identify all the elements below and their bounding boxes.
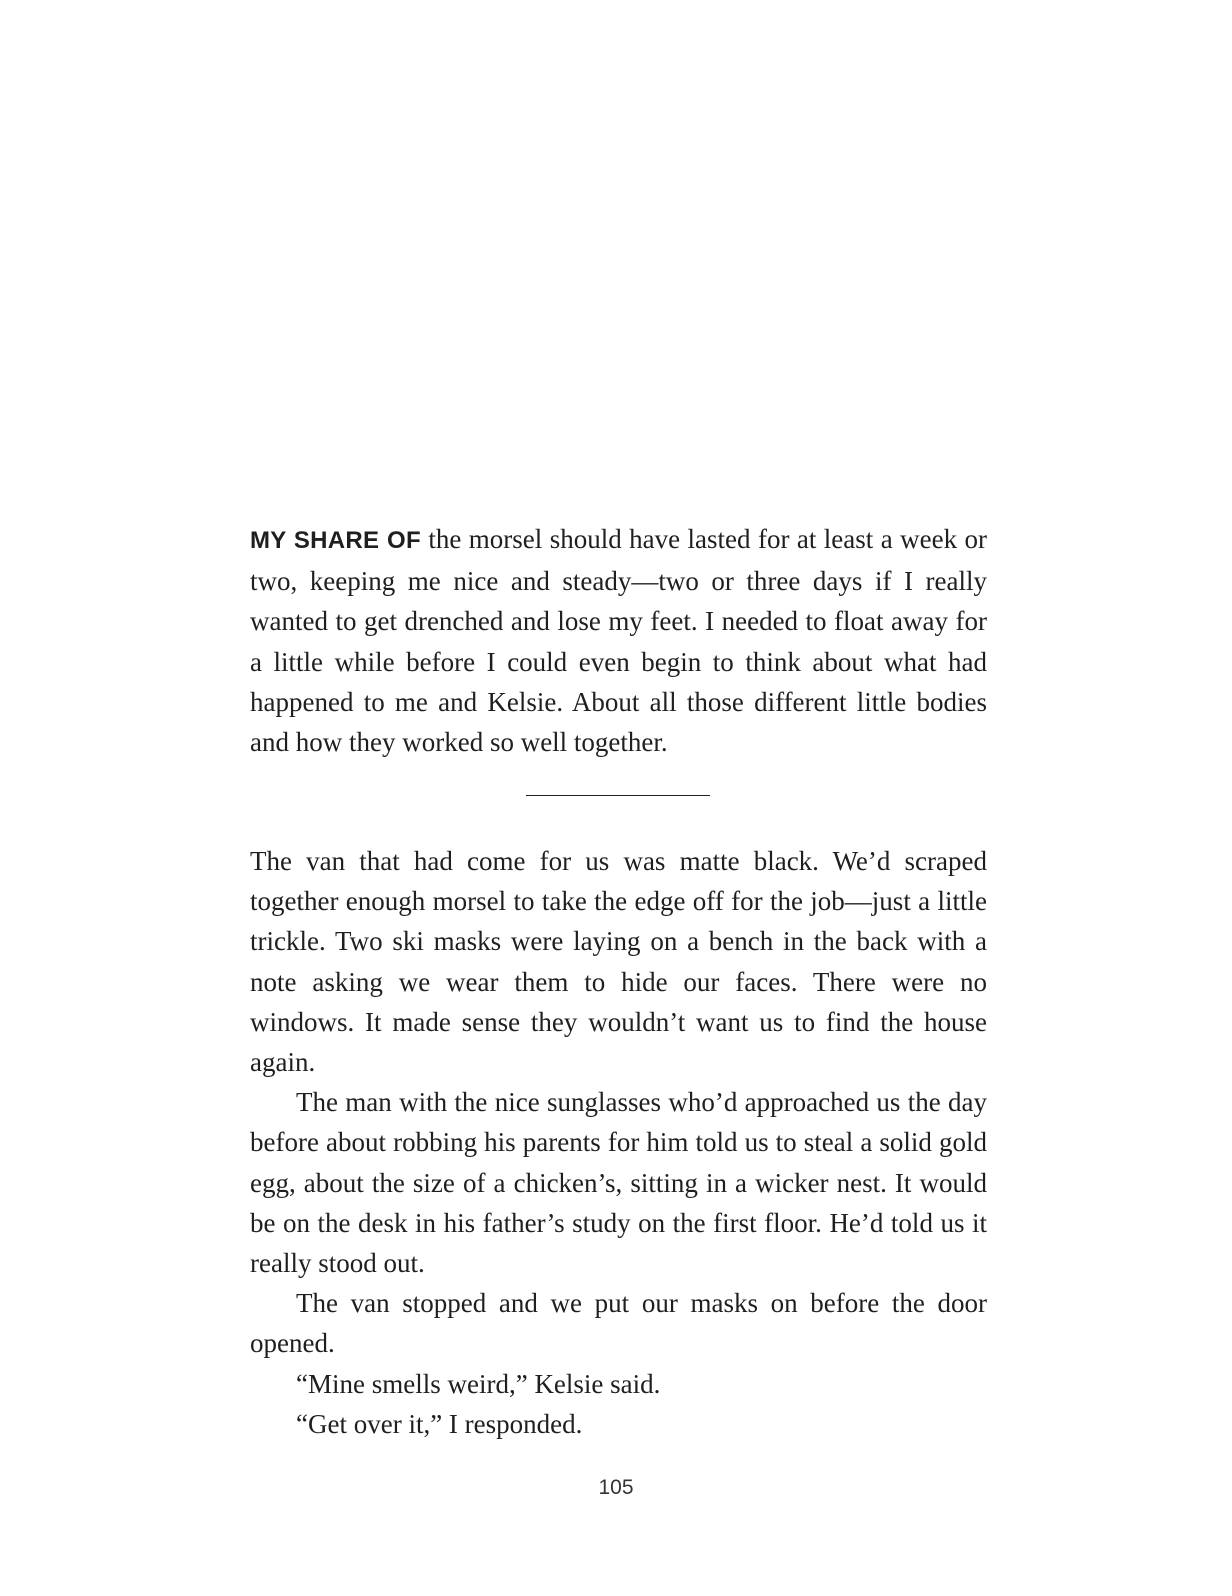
lead-in-small-caps: MY SHARE OF	[250, 527, 421, 554]
paragraph: The van stopped and we put our masks on before the door opened.	[250, 1288, 987, 1359]
paragraph-text: the morsel should have lasted for at least a week or two, keeping me nice and steady—two or three days if I really wanted to get drenched and lose my feet. I needed to float away for a little while before I could even begin to think about what had happened to me and Kelsie. About all those different little bodies and how they worked so well together.	[250, 524, 988, 758]
paragraph: The man with the nice sunglasses who’d approached us the day before about robbing his parents for him told us to steal a solid gold egg, about the size of a chicken’s, sitting in a wicker nest. It would be on the desk in his father’s study on the first floor. He’d told us it really stood out.	[250, 1087, 987, 1279]
scene-break-divider	[526, 795, 710, 796]
dialogue-line: “Mine smells weird,” Kelsie said.	[296, 1368, 661, 1399]
section-1	[250, 519, 987, 762]
dialogue-line: “Get over it,” I responded.	[296, 1408, 583, 1439]
paragraph: The van that had come for us was matte black. We’d scraped together enough morsel to take the edge off for the job—just a little trickle. Two ski masks were laying on a bench in the back with a note asking we wear them to hide our faces. There were no windows. It made sense they wouldn’t want us to find the house again.	[250, 846, 987, 1078]
page-number: 105	[598, 1476, 634, 1499]
paragraph-opening	[250, 519, 987, 762]
section-2	[250, 841, 987, 1444]
